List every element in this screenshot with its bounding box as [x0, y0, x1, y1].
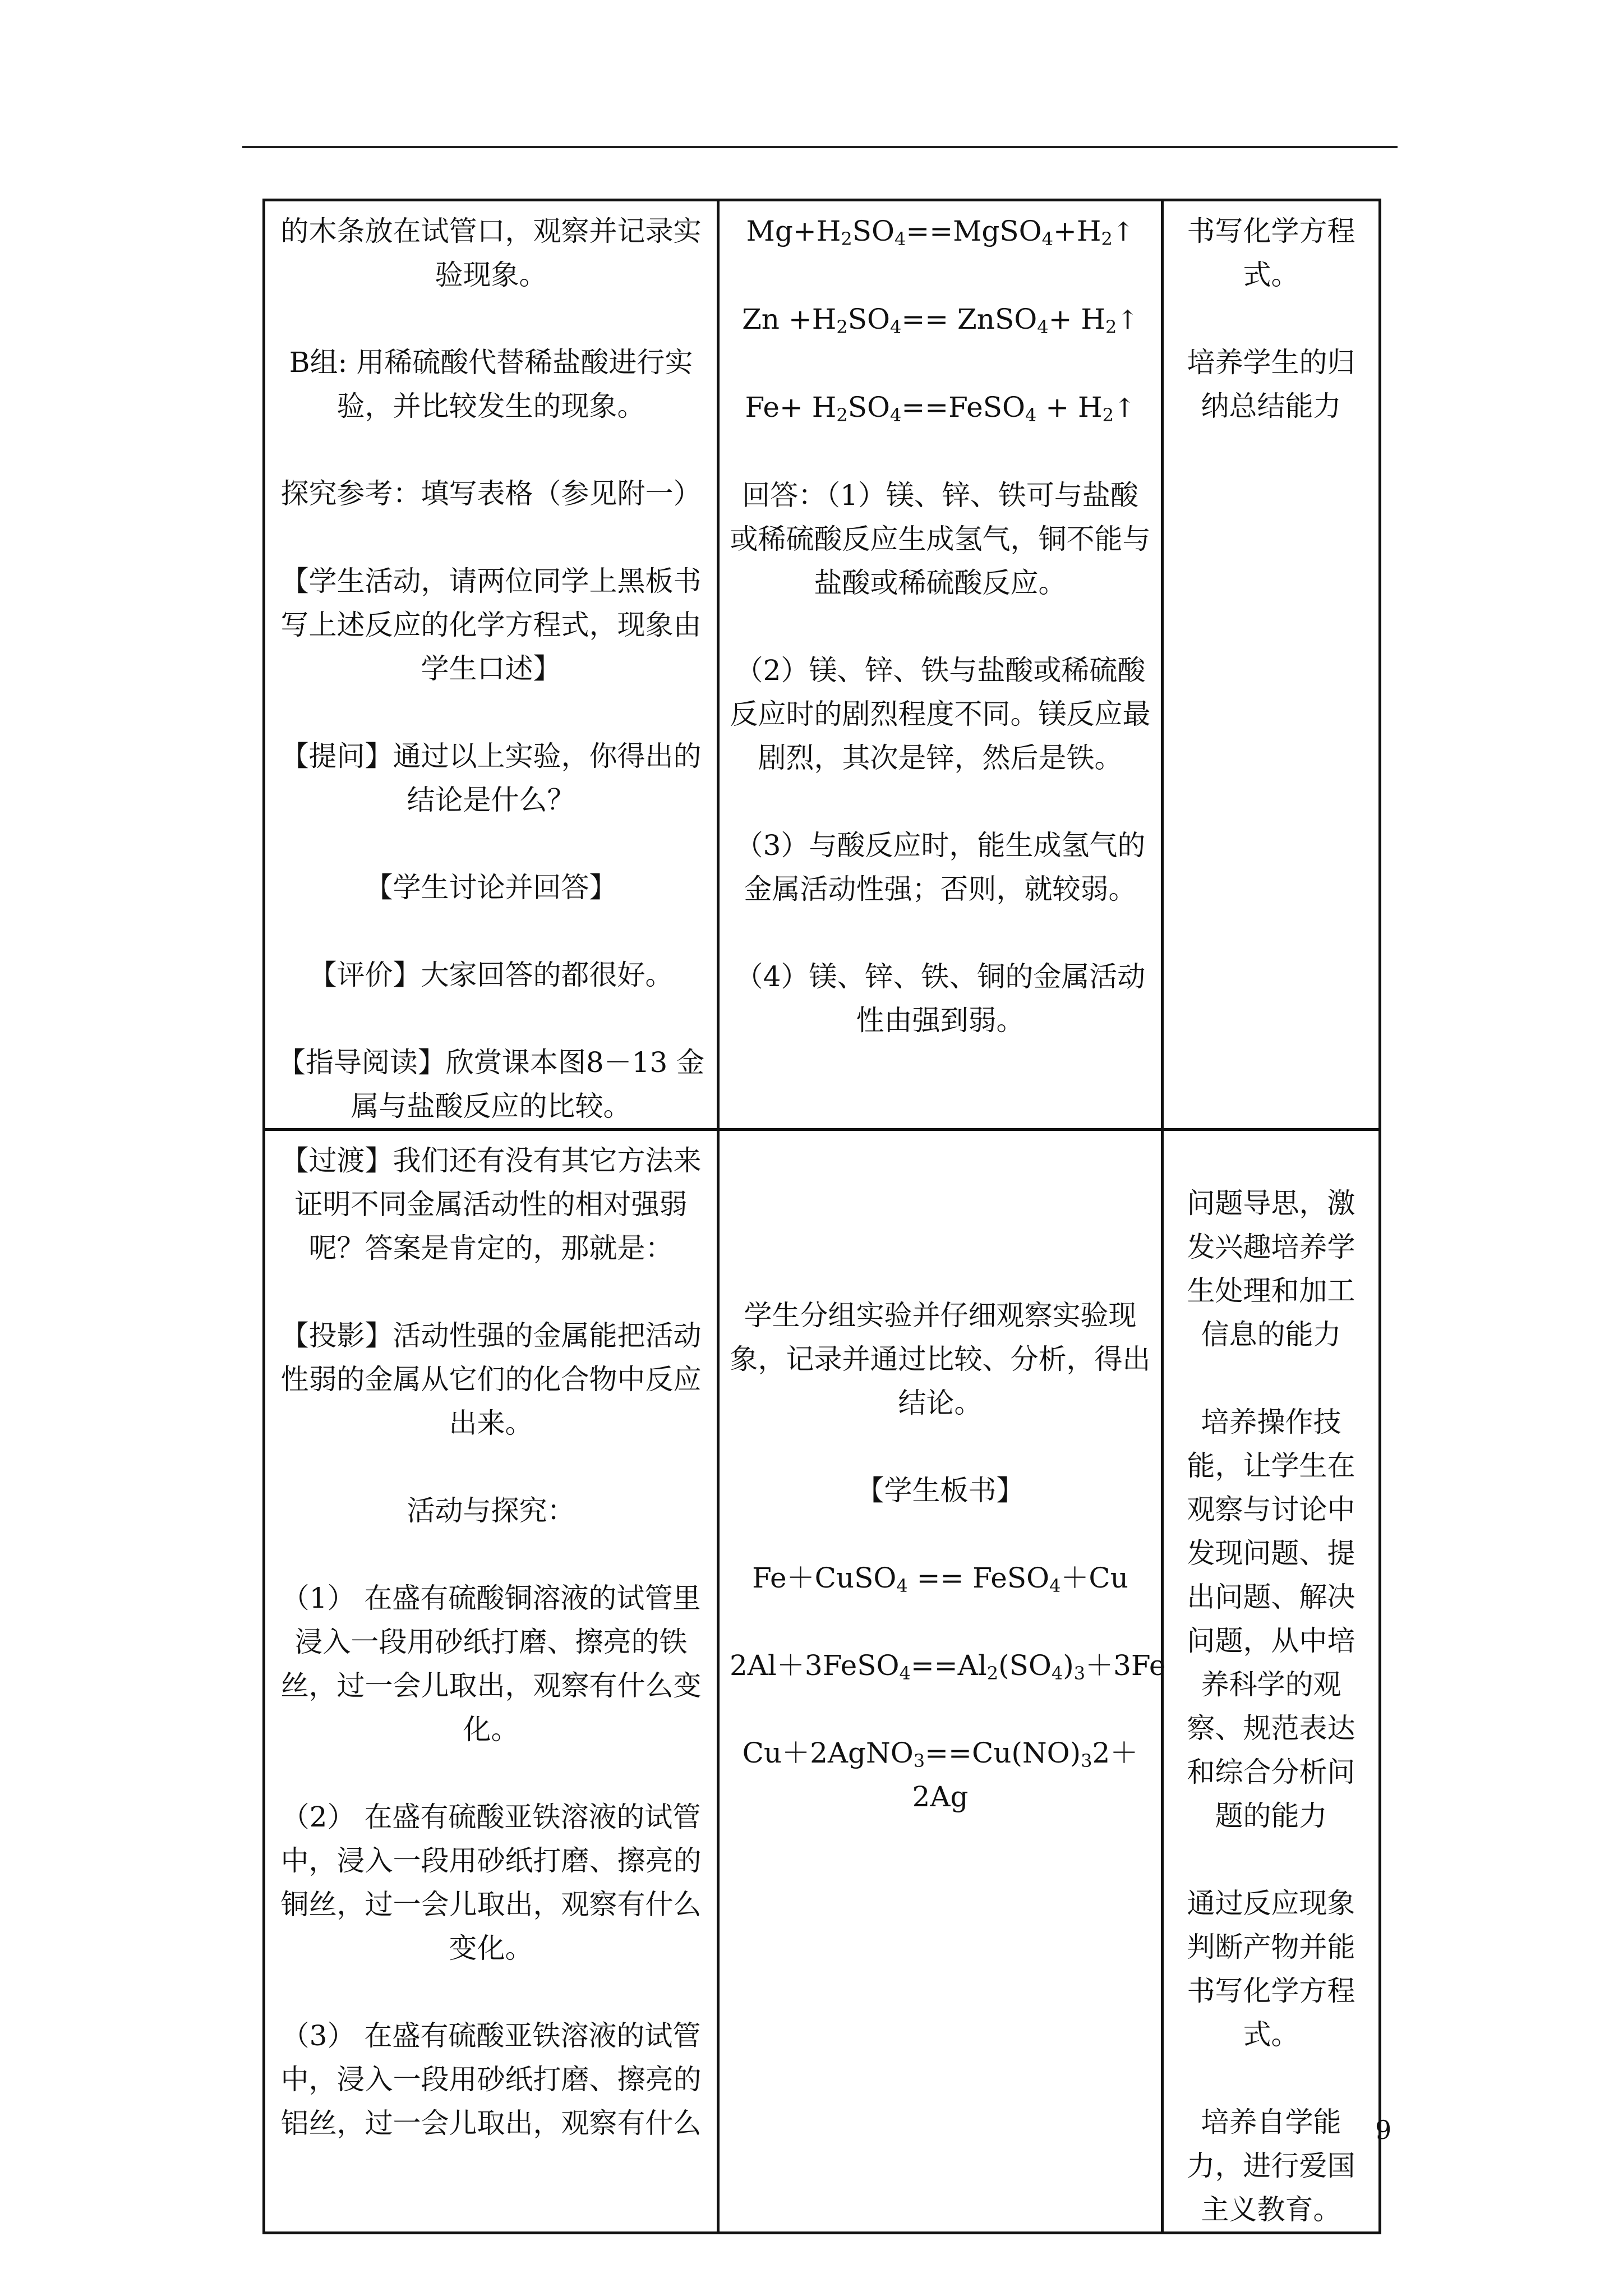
- chemical-equation: $2Al+3FeSO_4==Al_2(SO_4)_3+3Fe$: [730, 1649, 1166, 1684]
- chemical-equation: $Zn +H_2SO_4==$ ZnSO$_4$+ $H_2↑$: [742, 303, 1138, 338]
- chemical-equation: $Mg+H_2SO_4==MgSO_4+H_2↑$: [746, 215, 1135, 250]
- table-row: [264, 1130, 1380, 2233]
- text-paragraph: 问题导思，激发兴趣培养学生处理和加工信息的能力: [1187, 1187, 1355, 1351]
- text-paragraph: 活动与探究：: [407, 1494, 575, 1527]
- table-row: [264, 200, 1380, 1130]
- page-number: 9: [1375, 2115, 1392, 2145]
- text-paragraph: 【学生板书】: [856, 1474, 1025, 1507]
- header-rule: [242, 146, 1398, 148]
- text-paragraph: （3） 在盛有硫酸亚铁溶液的试管中，浸入一段用砂纸打磨、擦亮的铝丝，过一会儿取出，观察有什么: [280, 2019, 702, 2139]
- text-paragraph: 【指导阅读】欣赏课本图8－13 金属与盐酸反应的比较。: [277, 1046, 705, 1122]
- text-paragraph: 【过渡】我们还有没有其它方法来证明不同金属活动性的相对强弱呢？答案是肯定的，那就是：: [280, 1144, 702, 1264]
- text-paragraph: 培养操作技能，让学生在观察与讨论中发现问题、提出问题、解决问题，从中培养科学的观察、规范表达和综合分析问题的能力: [1187, 1406, 1355, 1832]
- student-activity-cell: [718, 1130, 1166, 2233]
- text-paragraph: 探究参考：填写表格（参见附一）: [280, 477, 702, 510]
- text-paragraph: 的木条放在试管口，观察并记录实验现象。: [280, 215, 702, 291]
- answer-paragraph: （3）与酸反应时，能生成氢气的金属活动性强；否则，就较弱。: [735, 829, 1146, 905]
- answer-paragraph: （4）镁、锌、铁、铜的金属活动性由强到弱。: [735, 960, 1146, 1037]
- text-paragraph: 【提问】通过以上实验，你得出的结论是什么？: [280, 740, 702, 816]
- answer-paragraph: 回答：（1）镁、锌、铁可与盐酸或稀硫酸反应生成氢气，铜不能与盐酸或稀硫酸反应。: [730, 479, 1151, 599]
- text-paragraph: 培养学生的归纳总结能力: [1187, 346, 1355, 422]
- chemical-equation: $Fe+ H_2SO_4==FeSO_4$ + $H_2↑$: [745, 391, 1136, 426]
- design-intent-cell: [1163, 200, 1380, 1130]
- text-paragraph: （1） 在盛有硫酸铜溶液的试管里浸入一段用砂纸打磨、擦亮的铁丝，过一会儿取出，观察有什么变化。: [280, 1582, 702, 1746]
- chemical-equation: $Cu+2AgNO_3==Cu(NO)_32+2Ag$: [742, 1737, 1138, 1813]
- text-paragraph: （2） 在盛有硫酸亚铁溶液的试管中，浸入一段用砂纸打磨、擦亮的铜丝，过一会儿取出，观察有什么变化。: [280, 1801, 702, 1964]
- text-paragraph: 通过反应现象判断产物并能书写化学方程式。: [1187, 1887, 1355, 2051]
- chemical-equation: Fe＋CuSO$_4$ == FeSO$_4$＋Cu: [752, 1562, 1128, 1596]
- design-intent-cell: [1163, 1130, 1380, 2233]
- teacher-activity-cell: [264, 1130, 718, 2233]
- text-paragraph: 【投影】活动性强的金属能把活动性弱的金属从它们的化合物中反应出来。: [280, 1319, 702, 1439]
- text-paragraph: 培养自学能力，进行爱国主义教育。: [1187, 2106, 1355, 2226]
- lesson-plan-table: [262, 199, 1381, 2234]
- text-paragraph: 【学生活动，请两位同学上黑板书写上述反应的化学方程式，现象由学生口述】: [280, 565, 702, 685]
- text-paragraph: 【评价】大家回答的都很好。: [308, 959, 674, 991]
- text-paragraph: 【学生讨论并回答】: [365, 871, 617, 904]
- text-paragraph: 学生分组实验并仔细观察实验现象，记录并通过比较、分析，得出结论。: [730, 1299, 1151, 1419]
- student-activity-cell: [718, 200, 1163, 1130]
- answer-paragraph: （2）镁、锌、铁与盐酸或稀硫酸反应时的剧烈程度不同。镁反应最剧烈，其次是锌，然后是铁。: [730, 654, 1151, 774]
- text-paragraph: B组: 用稀硫酸代替稀盐酸进行实验，并比较发生的现象。: [289, 346, 693, 422]
- teacher-activity-cell: [264, 200, 718, 1130]
- text-paragraph: 书写化学方程式。: [1187, 215, 1355, 291]
